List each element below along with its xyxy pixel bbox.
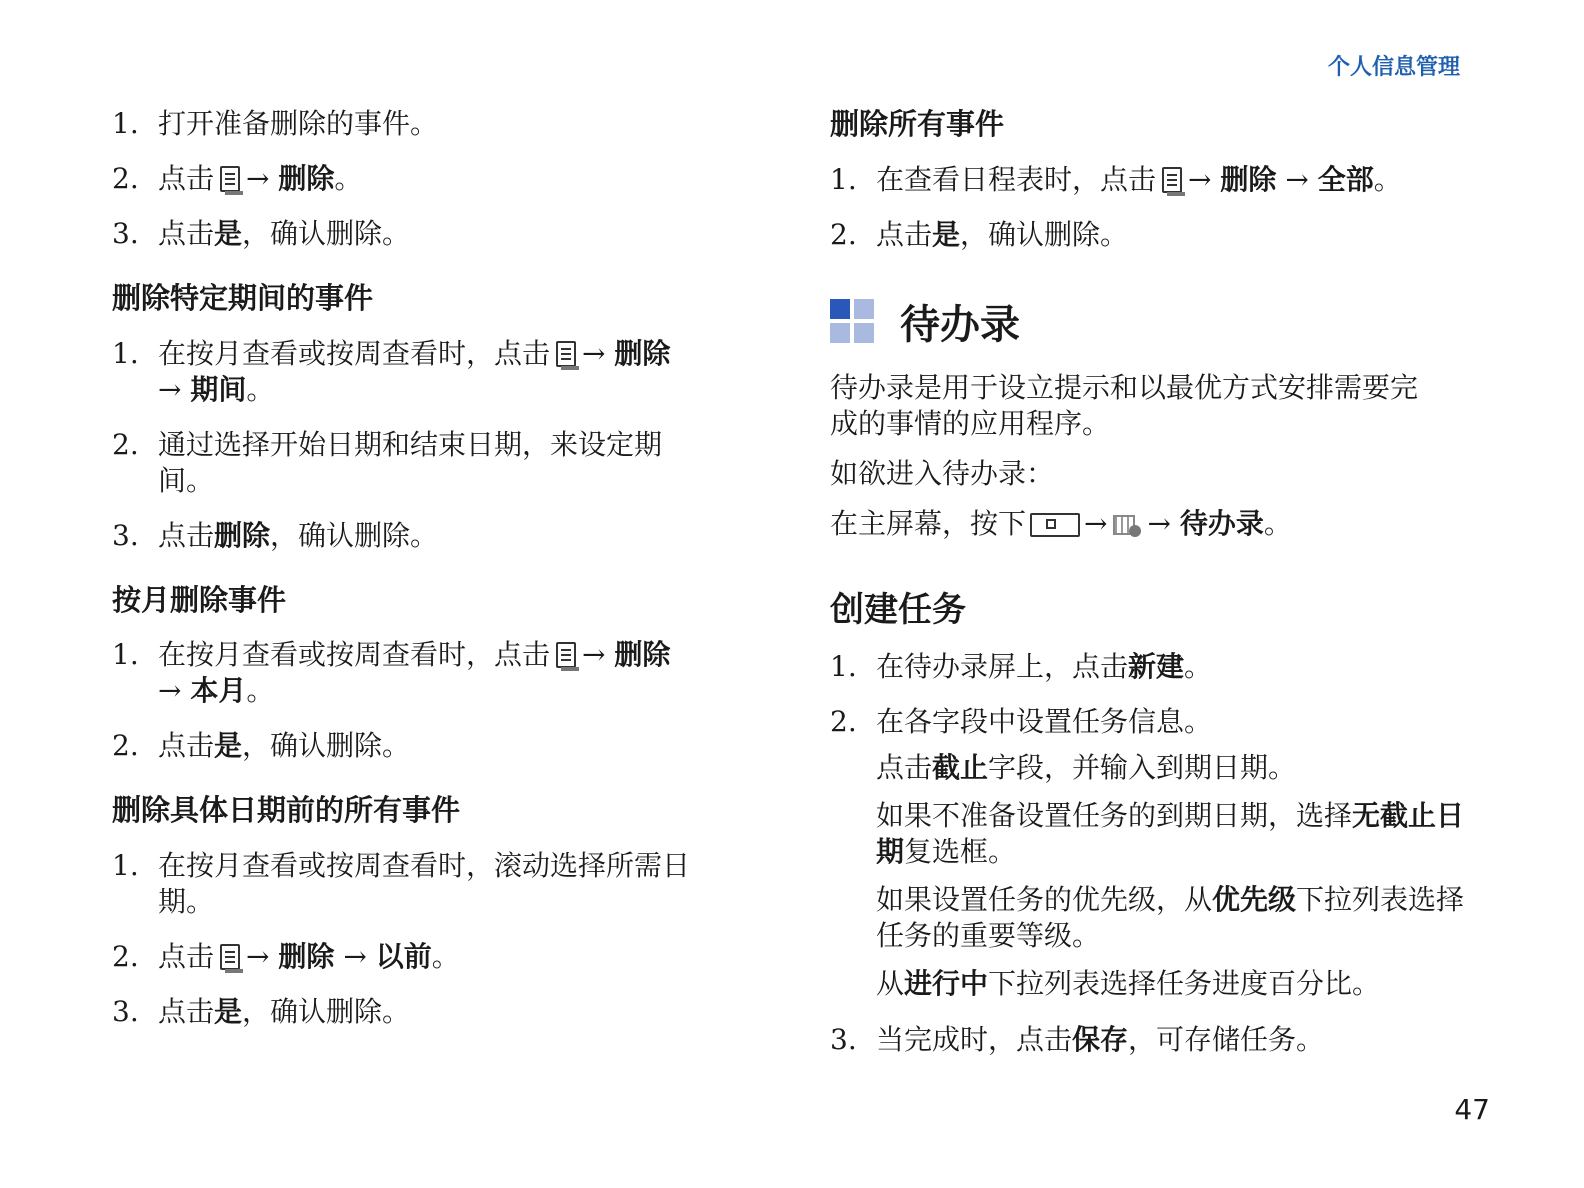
delete-event-steps xyxy=(112,106,742,252)
list-item: 2. 点击是，确认删除。 xyxy=(830,217,1129,251)
list-item: 1. 在待办录屏上，点击新建。 xyxy=(830,649,1213,683)
left-column xyxy=(112,106,742,1049)
list-item: 3. 当完成时，点击保存，可存储任务。 xyxy=(830,1022,1325,1056)
section-title: 删除具体日期前的所有事件 xyxy=(112,793,461,828)
delete-month-steps xyxy=(112,637,742,764)
organizer-icon xyxy=(1113,511,1141,537)
deadline-note: 点击截止字段，并输入到期日期。 xyxy=(876,750,1297,784)
section-title: 删除特定期间的事件 xyxy=(112,281,374,315)
delete-before-date-steps xyxy=(112,848,742,1030)
menu-key-icon xyxy=(1030,513,1080,537)
create-task-steps xyxy=(830,649,1470,1058)
list-item: 3. 点击是，确认删除。 xyxy=(112,995,411,1029)
delete-period-steps xyxy=(112,336,742,554)
section-title: 删除所有事件 xyxy=(830,107,1005,141)
right-column xyxy=(830,106,1470,1077)
todo-heading xyxy=(830,293,1470,350)
list-item: 3. 点击是，确认删除。 xyxy=(112,217,411,250)
list-item: 2. 点击 → 删除。 xyxy=(112,162,363,195)
list-item: 1. 打开准备删除的事件。 xyxy=(112,107,439,140)
page-number: 47 xyxy=(1454,1093,1490,1126)
list-item: 1. 在查看日程表时，点击 → 删除 → 全部。 xyxy=(830,162,1402,196)
todo-title: 待办录 xyxy=(900,301,1020,348)
section-squares-icon xyxy=(830,299,874,343)
progress-note: 从进行中下拉列表选择任务进度百分比。 xyxy=(876,966,1381,1000)
no-deadline-note: 如果不准备设置任务的到期日期，选择无截止日期复选框。 xyxy=(876,798,1465,868)
todo-path: 在主屏幕，按下 → → 待办录。 xyxy=(830,506,1292,540)
delete-all-steps xyxy=(830,162,1470,253)
list-item: 1. 在按月查看或按周查看时，点击 → 删除 → 期间。 xyxy=(112,336,671,406)
priority-note: 如果设置任务的优先级，从优先级下拉列表选择任务的重要等级。 xyxy=(876,882,1465,952)
menu-icon xyxy=(556,642,576,668)
list-item: 1. 在按月查看或按周查看时，点击 → 删除 → 本月。 xyxy=(112,638,671,708)
list-item: 2. 点击是，确认删除。 xyxy=(112,729,411,763)
create-task-title: 创建任务 xyxy=(830,589,966,630)
menu-icon xyxy=(1162,167,1182,193)
section-title: 按月删除事件 xyxy=(112,582,287,617)
menu-icon xyxy=(556,341,576,367)
list-item: 1. 在按月查看或按周查看时，滚动选择所需日期。 xyxy=(112,849,691,919)
todo-access: 如欲进入待办录： xyxy=(830,456,1055,490)
todo-description: 待办录是用于设立提示和以最优方式安排需要完成的事情的应用程序。 xyxy=(830,370,1419,440)
list-item: 2. 通过选择开始日期和结束日期，来设定期间。 xyxy=(112,427,663,497)
menu-icon xyxy=(220,944,240,970)
menu-icon xyxy=(220,166,240,192)
list-item: 2. 点击 → 删除 → 以前。 xyxy=(112,940,460,974)
list-item: 3. 点击删除，确认删除。 xyxy=(112,518,439,552)
list-item: 2. 在各字段中设置任务信息。 点击截止字段，并输入到期日期。 如果不准备设置任务的到期日期，选择无截止日期复选框。 如果设置任务的优先级，从优先级下拉列表选择任务的重要等级。 从进行中下拉列表选择任务进度百分比。 xyxy=(830,704,1470,1014)
chapter-header: 个人信息管理 xyxy=(1327,55,1460,80)
